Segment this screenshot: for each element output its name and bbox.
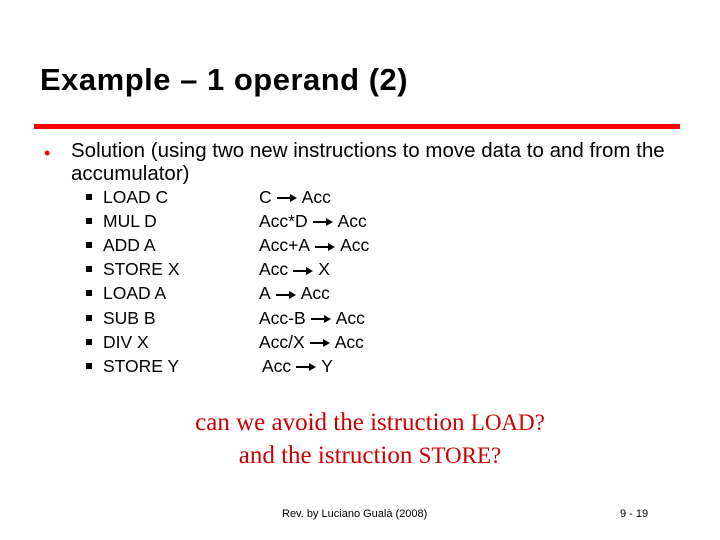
transfer-description (259, 306, 365, 330)
question-text (0, 406, 720, 472)
transfer-description (259, 233, 369, 257)
transfer-source: C (259, 187, 272, 207)
transfer-destination: Y (321, 355, 333, 376)
list-item (0, 257, 720, 281)
right-arrow-icon (310, 314, 332, 324)
transfer-destination: Acc (337, 211, 367, 232)
right-arrow-icon (314, 242, 336, 252)
transfer-description (259, 330, 364, 354)
list-item (0, 281, 720, 305)
right-arrow-icon (309, 338, 331, 348)
transfer-source: Acc (259, 259, 289, 280)
transfer-description (262, 354, 333, 378)
transfer-destination: Acc (334, 331, 364, 352)
transfer-source: Acc-B (259, 307, 306, 328)
square-bullet-icon (86, 339, 92, 345)
right-arrow-icon (292, 266, 314, 276)
transfer-destination: Acc (301, 187, 331, 207)
transfer-destination: Acc (335, 307, 365, 328)
list-item (0, 330, 720, 354)
square-bullet-icon (86, 242, 92, 248)
transfer-description (259, 209, 367, 233)
list-item (0, 185, 720, 209)
square-bullet-icon (86, 194, 92, 200)
transfer-description (259, 281, 330, 305)
square-bullet-icon (86, 290, 92, 296)
list-item (0, 354, 720, 378)
list-item (0, 233, 720, 257)
square-bullet-icon (86, 266, 92, 272)
instruction-label: MUL D (103, 211, 157, 232)
instruction-label: STORE X (103, 259, 180, 280)
right-arrow-icon (276, 193, 298, 203)
list-item (0, 306, 720, 330)
right-arrow-icon (275, 290, 297, 300)
transfer-destination: Acc (300, 283, 330, 304)
solution-text: Solution (using two new instructions to move data to and from the accumulator) (71, 139, 665, 185)
transfer-destination: Acc (340, 235, 370, 256)
square-bullet-icon (86, 218, 92, 224)
transfer-source: Acc*D (259, 211, 308, 232)
instruction-label: LOAD C (103, 187, 169, 207)
right-arrow-icon (295, 362, 317, 372)
right-arrow-icon (312, 217, 334, 227)
instruction-label: STORE Y (103, 355, 180, 376)
transfer-description (259, 185, 331, 209)
transfer-source: Acc/X (259, 331, 305, 352)
transfer-source: Acc (262, 355, 292, 376)
transfer-description (259, 257, 330, 281)
instruction-label: LOAD A (103, 283, 167, 304)
instruction-label: ADD A (103, 235, 156, 256)
list-item (0, 209, 720, 233)
bullet-icon: • (44, 143, 51, 163)
transfer-source: A (259, 283, 271, 304)
instruction-label: DIV X (103, 331, 149, 352)
question-line-2: and the istruction STORE? (238, 442, 502, 469)
transfer-source: Acc+A (259, 235, 311, 256)
square-bullet-icon (86, 315, 92, 321)
footer-credit: Rev. by Luciano Gualà (2008) (282, 508, 428, 520)
square-bullet-icon (86, 363, 92, 369)
slide-title: Example – 1 operand (2) (40, 62, 409, 97)
question-line-1: can we avoid the istruction LOAD? (195, 409, 545, 436)
instruction-label: SUB B (103, 307, 156, 328)
transfer-destination: X (318, 259, 330, 280)
page-number: 9 - 19 (620, 508, 649, 520)
